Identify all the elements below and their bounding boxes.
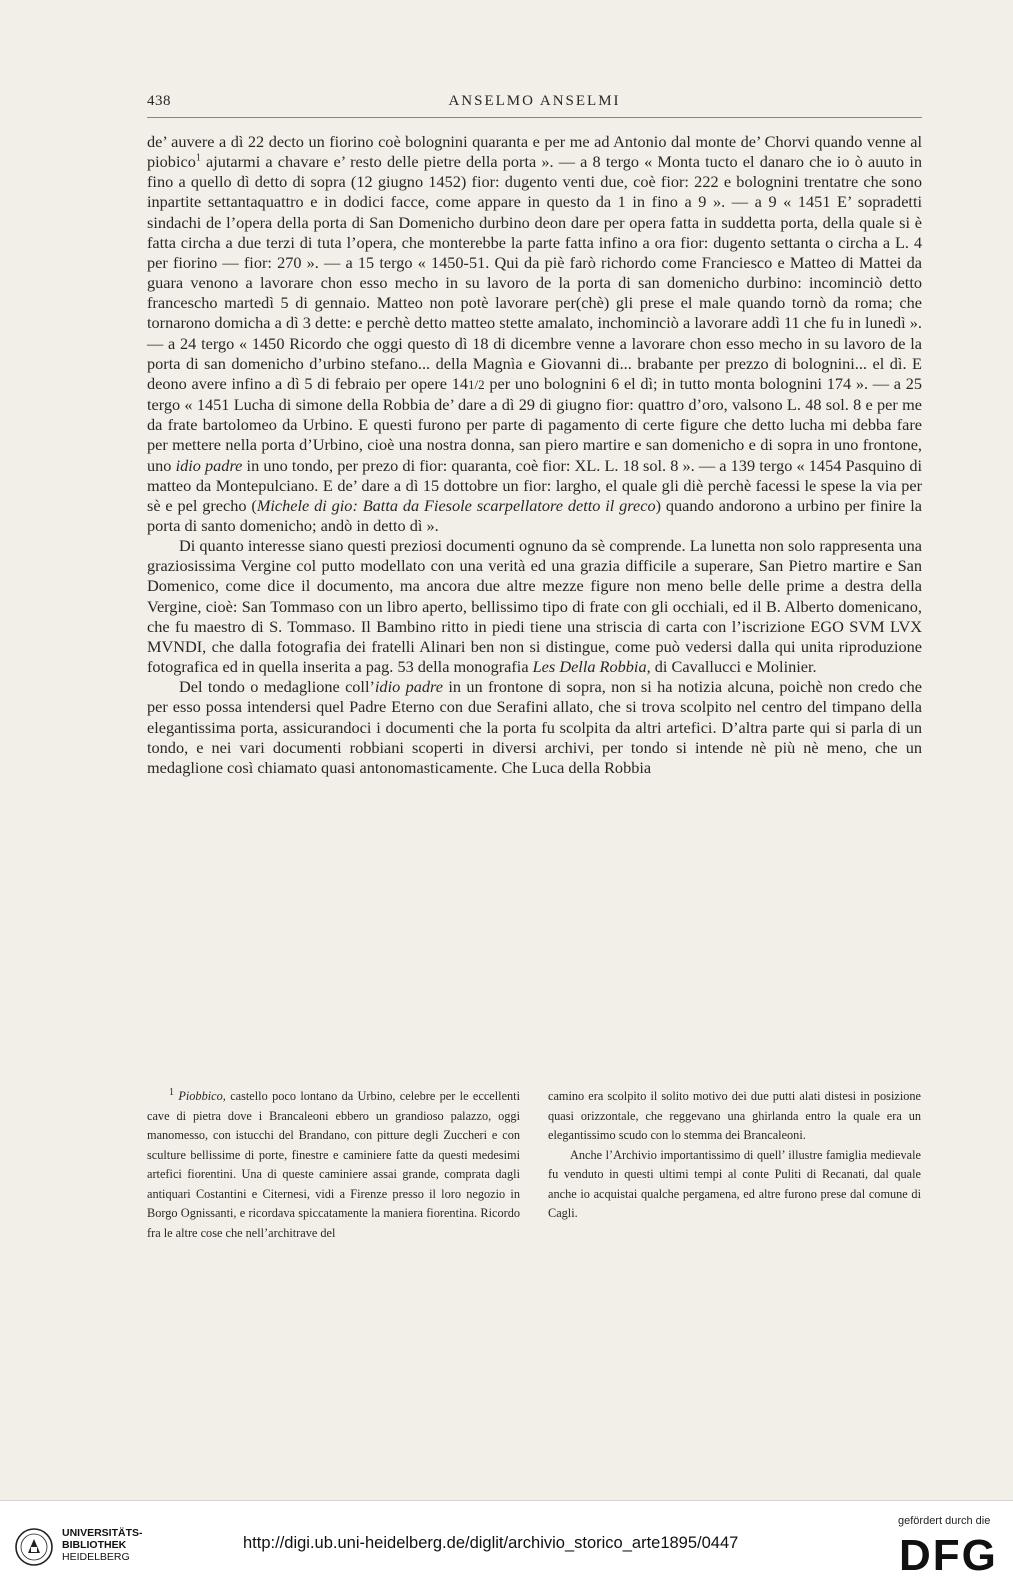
italic-run: Piobbico, <box>178 1089 226 1103</box>
library-name <box>62 1527 143 1563</box>
italic-run: idio padre <box>374 677 443 697</box>
paragraph-3 <box>147 677 922 778</box>
library-name-line: UNIVERSITÄTS- <box>62 1527 143 1539</box>
header-title: ANSELMO ANSELMI <box>448 93 621 109</box>
italic-run: Michele di gio: Batta da Fiesole scarpellatore detto il greco <box>256 495 656 515</box>
text-run: di Cavallucci e Molinier. <box>650 657 817 677</box>
footnote-ref: 1 <box>195 152 201 164</box>
header-rule <box>147 117 922 118</box>
text-run: Del tondo o medaglione coll’ <box>179 677 375 697</box>
text-run: ajutarmi a chavare e’ resto delle pietre della porta ». — a 8 tergo « Monta tucto el danaro che io ò auuto in fino a quello dì detto di sopra (12 giugno 1452) fior: dugento venti due, coè fior: 222 e bolognini trentatre che sono inpartite settantaquattro e in dodici facce, come appare in questo da 1 in fino a 9 ». — a 9 « 1451 E’ sopradetti sindachi de l’opera della porta di San Domenicho durbino deon dare per opera fatta in suddetta porta, della quale si è fatta circha a due terzi di tuta l’opera, che monterebbe la parte fatta infino a ora fior: dugento settanta o circha a L. 4 per fiorino — fior: 270 ». — a 15 tergo « 1450-51. Qui da piè farò richordo come Franciesco e Matteo di Mattei da guara venono a lavorare chon esso mecho in su lavoro de la porta di san domenicho durbino: incominciò detto francescho martedì 5 di gennaio. Matteo non potè lavorare per(chè) gli prese el male quando tornò da roma; che tornarono domicha a dì 3 dette: e perchè detto matteo stette amalato, inchominciò a lavorare addì 11 che fu in lunedì ». — a 24 tergo « 1450 Ricordo che oggi questo dì 18 di dicembre venne a lavorare chon esso mecho in su lavoro de la porta di san domenicho d’urbino stefano... della Magnìa e Giovanni di... brabante per prezzo di bolognini... el dì. E deono avere infino a dì 5 di febraio per opere 14 <box>147 152 922 393</box>
running-head <box>147 93 922 115</box>
footnote-marker: 1 <box>169 1086 174 1098</box>
paragraph-1 <box>147 132 922 536</box>
fraction: 1/2 <box>468 376 485 392</box>
italic-run: Les Della Robbia, <box>532 657 651 677</box>
digitization-footer <box>0 1500 1013 1592</box>
italic-run: idio padre <box>175 455 243 475</box>
library-name-line: HEIDELBERG <box>62 1551 130 1563</box>
footnote-1 <box>147 1087 520 1243</box>
text-run: per uno bolognini 6 el dì; in tutto monta bolognini 174 ». — a 25 tergo « 1451 Lucha di simone della Robbia de’ dare a dì 29 di giugno fior: quattro d’oro, valsono L. 48 sol. 8 e per me da frate bartolomeo da Urbino. E questi furono per parte di pagamento di certe figure che detto lucha mi debba fare per mettere nella porta d’Urbino, cioè una nostra donna, san piero martire e san domenicho e di sopra in uno frontone, uno <box>147 373 922 475</box>
university-seal-icon <box>14 1527 54 1567</box>
footnote-1-paragraph-2: Anche l’Archivio importantissimo di quell’ illustre famiglia medievale fu venduto in questi ultimi tempi al conte Puliti di Recanati, dal quale anche io acquistai qualche pergamena, ed altre furono prese dal comune di Cagli. <box>548 1147 921 1220</box>
text-run: de’ auvere a dì 22 decto un fiorino coè bolognini quaranta e per me ad Antonio dal monte de’ Chorvi quando venne al piobico <box>147 132 922 172</box>
footnotes <box>147 1087 922 1297</box>
text-run: Di quanto interesse siano questi preziosi documenti ognuno da sè comprende. La lunetta non solo rappresenta una graziosissima Vergine col putto modellato con una verità ed una grazia difficile a superare, San Pietro martire e San Domenico, come dice il documento, ma ancora due altre mezze figure non meno belle delle prime a destra della Vergine, cioè: San Tommaso con un libro aperto, bellissimo tipo di frate con gli occhiali, ed il B. Alberto domenicano, che fu maestro di S. Tommaso. Il Bambino ritto in piedi tiene una striscia di carta con l’iscrizione EGO SVM LVX MVNDI, che dalla fotografia dei fratelli Alinari ben non si distingue, come può vedersi dalla qui unita riproduzione fotografica ed in quella inserita a pag. 53 della monografia <box>147 536 922 677</box>
text-run: in uno tondo, per prezo di fior: quaranta, coè fior: XL. L. 18 sol. 8 ». — a 139 tergo « 1454 Pasquino di matteo da Montepulciano. E de’ dare a dì 15 dottobre un fior: largho, el quale gli diè perchè facessi le spese la via per sè e pel grecho ( <box>147 455 922 515</box>
text-run: ) quando andorono a urbino per finire la porta di santo domenicho; andò in detto dì ». <box>147 495 922 535</box>
footnote-column-left <box>147 1087 520 1243</box>
footnote-1-continued: camino era scolpito il solito motivo dei due putti alati distesi in posizione quasi orizzontale, che reggevano una ghirlanda entro la quale era un elegantissimo scudo con lo stemma dei Brancaleoni. <box>548 1089 921 1142</box>
funding-note: gefördert durch die <box>898 1515 991 1527</box>
paragraph-2 <box>147 536 922 677</box>
library-name-line: BIBLIOTHEK <box>62 1539 127 1551</box>
body-text <box>147 132 922 778</box>
footnote-column-right <box>548 1087 921 1224</box>
text-run: castello poco lontano da Urbino, celebre per le eccellenti cave di pietra dove i Brancaleoni ebbero un grandioso palazzo, oggi manomesso, con istucchi del Brandano, con pitture degli Zuccheri e con sculture bellissime di porte, finestre e caminiere fatte da questi medesimi artefici fiorentini. Una di queste caminiere assai grande, comprata dagli antiquari Costantini e Citernesi, vidi a Firenze presso il loro negozio in Borgo Ognissanti, e ricordava spiccatamente la maniera fiorentina. Ricordo fra le altre cose che nell’architrave del <box>147 1089 521 1240</box>
text-run: in un frontone di sopra, non si ha notizia alcuna, poichè non credo che per esso possa intendersi quel Padre Eterno con due Serafini allato, che si trova scolpito nel centro del timpano della elegantissima porta, assicurandoci i documenti che la porta fu scolpita da altri artefici. D’altra parte qui si parla di un tondo, e nei vari documenti robbiani scoperti in diversi archivi, per tondo si intende nè più nè meno, che un medaglione così chiamato quasi antonomasticamente. Che Luca della Robbia <box>147 677 922 777</box>
source-url-link[interactable]: http://digi.ub.uni-heidelberg.de/diglit/archivio_storico_arte1895/0447 <box>243 1534 739 1552</box>
dfg-logo: DFG <box>899 1531 998 1580</box>
page-number: 438 <box>147 93 171 109</box>
